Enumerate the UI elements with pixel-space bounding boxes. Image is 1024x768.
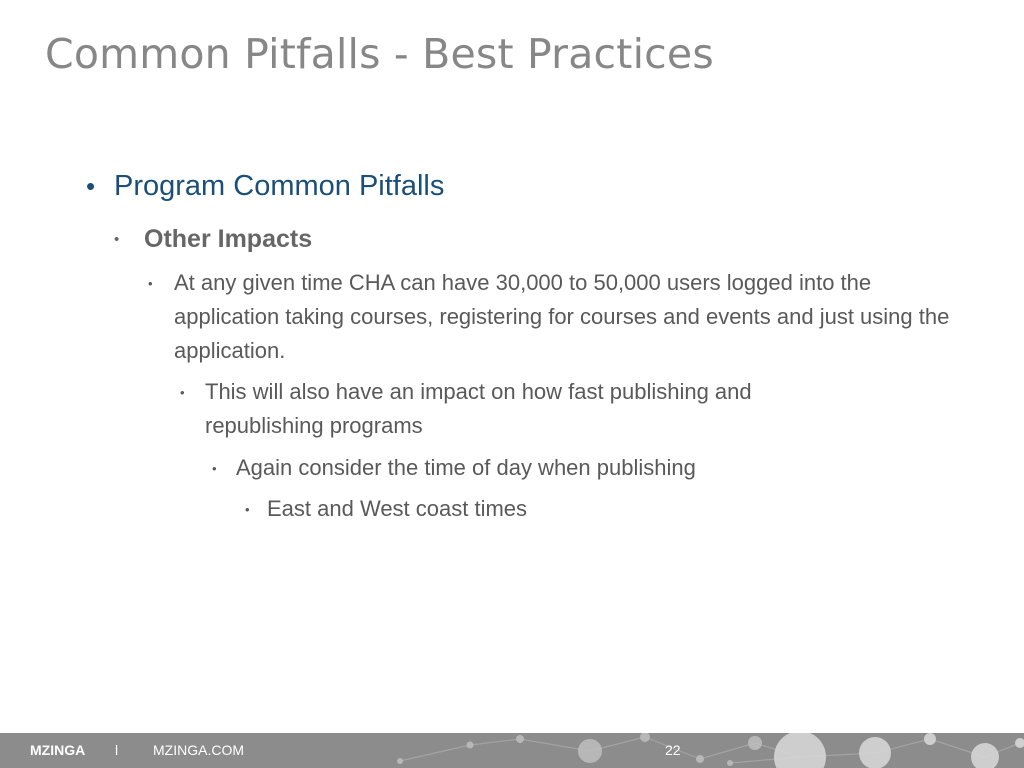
bullet-text: This will also have an impact on how fast publishing and republishing programs xyxy=(205,379,752,438)
bullet-time-of-day xyxy=(212,451,912,485)
bullet-text: At any given time CHA can have 30,000 to 50,000 users logged into the application taking courses, registering for courses and events and just using the application. xyxy=(174,270,950,363)
slide-title: Common Pitfalls - Best Practices xyxy=(45,30,714,78)
bullet-text: Again consider the time of day when publishing xyxy=(236,455,696,480)
bullet-other-impacts xyxy=(114,222,964,256)
bullet-dot: • xyxy=(245,502,250,517)
bullet-dot: • xyxy=(114,231,120,248)
bullet-program-common-pitfalls xyxy=(86,166,966,206)
bullet-text: Other Impacts xyxy=(144,225,313,253)
bullet-text: East and West coast times xyxy=(267,496,528,521)
footer-page-number: 22 xyxy=(665,742,681,758)
footer-brand: MZINGA xyxy=(30,742,86,758)
bullet-dot: • xyxy=(86,171,96,201)
footer-bar xyxy=(0,733,1024,768)
bullet-dot: • xyxy=(148,276,153,291)
footer-url: MZINGA.COM xyxy=(153,742,244,758)
bullet-coast-times xyxy=(245,492,945,526)
bullet-users-logged-in xyxy=(148,266,968,368)
bullet-publishing-impact xyxy=(180,375,880,443)
bullet-text: Program Common Pitfalls xyxy=(114,170,445,202)
bullet-dot: • xyxy=(180,385,185,400)
footer-separator: l xyxy=(115,742,119,758)
bullet-dot: • xyxy=(212,461,217,476)
